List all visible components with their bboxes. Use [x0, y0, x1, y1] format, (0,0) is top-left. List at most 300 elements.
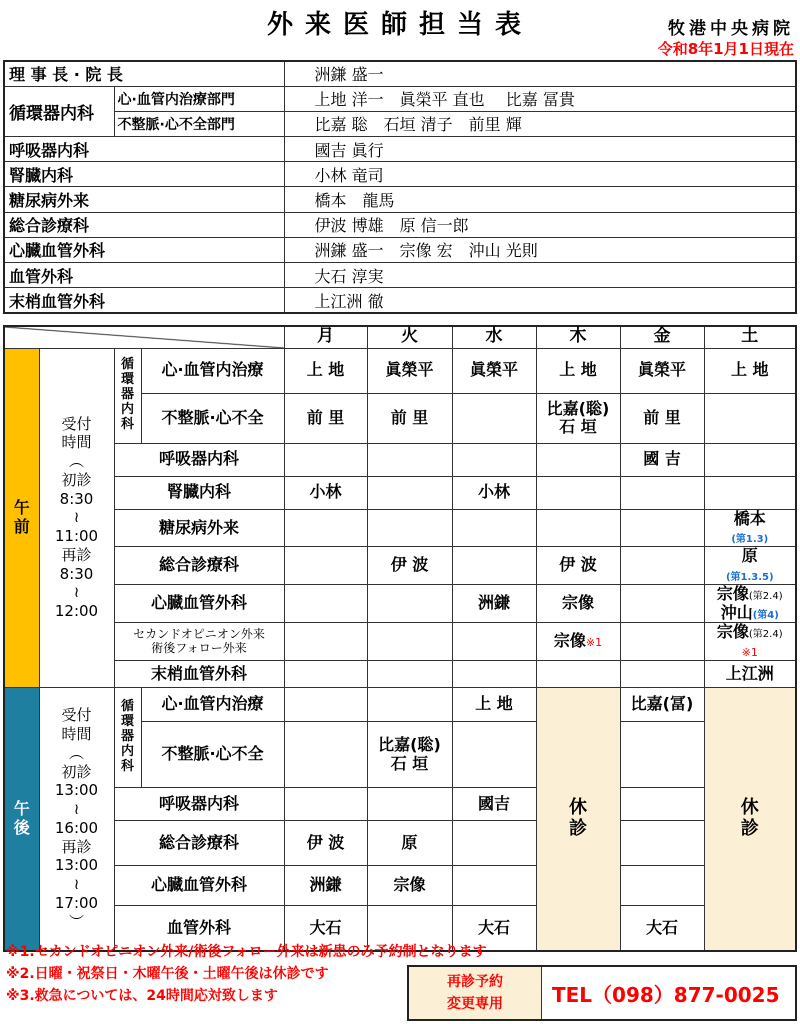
department-label: 糖尿病外来	[158, 517, 239, 537]
closed-text: 診	[569, 817, 587, 839]
doctor-name: 眞榮平	[637, 360, 686, 380]
schedule-cell	[452, 661, 536, 688]
doctor-name: 前 里	[306, 407, 345, 427]
schedule-cell	[620, 348, 704, 393]
cell-line	[705, 585, 796, 603]
schedule-row	[4, 866, 796, 906]
doctor-name: 宗像	[716, 622, 749, 642]
doctor-name: 比嘉(聡)	[546, 398, 610, 418]
schedule-cell	[367, 623, 452, 661]
day-header: 土	[704, 326, 796, 348]
department-name	[141, 348, 284, 393]
time-text: ≀	[73, 583, 80, 602]
schedule-row	[4, 348, 796, 393]
doctor-name: 原	[741, 546, 758, 566]
doctor-name: 前 里	[390, 407, 429, 427]
time-text: 13:00	[54, 856, 99, 875]
department-label: 腎臓内科	[166, 482, 231, 502]
schedule-row	[4, 509, 796, 547]
group-char: 科	[120, 416, 134, 432]
doctor-name: 國 吉	[643, 449, 681, 469]
schedule-cell	[284, 585, 367, 623]
time-text: ≀	[73, 508, 80, 527]
day-header: 月	[284, 326, 367, 348]
schedule-cell	[367, 722, 452, 788]
doctor-name: 沖山	[720, 602, 753, 622]
schedule-cell	[620, 547, 704, 585]
cell-line	[453, 795, 536, 813]
doctor-name: 上 地	[475, 694, 513, 714]
staff-dept: 総合診療科	[4, 212, 284, 237]
schedule-row	[4, 443, 796, 476]
schedule-cell	[452, 623, 536, 661]
time-text: 16:00	[54, 818, 99, 837]
cell-line	[453, 695, 536, 713]
cell-line	[705, 604, 796, 622]
doctor-name: 大石	[309, 917, 342, 937]
schedule-cell	[284, 661, 367, 688]
schedule-cell	[367, 866, 452, 906]
cell-line	[368, 736, 452, 754]
staff-names: 比嘉 聡 石垣 清子 前里 輝	[284, 111, 796, 136]
time-text: ︶	[68, 912, 84, 931]
hospital-name: 牧港中央病院	[668, 19, 794, 39]
closed-text: 休	[569, 797, 587, 819]
schedule-row	[4, 623, 796, 661]
schedule-cell	[704, 623, 796, 661]
doctor-name: 宗像	[561, 593, 594, 613]
department-name	[114, 585, 284, 623]
closed-cell	[704, 688, 796, 951]
schedule-row	[4, 585, 796, 623]
staff-names: 小林 竜司	[284, 162, 796, 187]
staff-dept: 糖尿病外来	[4, 187, 284, 212]
schedule-cell	[452, 443, 536, 476]
doctor-name: 國吉	[477, 793, 510, 813]
department-label: 不整脈·心不全	[161, 407, 264, 427]
time-text: 初診	[61, 470, 92, 489]
closed-cell	[536, 688, 620, 951]
doctor-name: 上江洲	[725, 663, 774, 683]
department-label: 呼吸器内科	[158, 793, 239, 813]
cell-line	[368, 834, 452, 852]
schedule-cell	[284, 348, 367, 393]
schedule-cell	[284, 821, 367, 866]
time-text: ︵	[68, 743, 84, 762]
schedule-row	[4, 821, 796, 866]
schedule-row	[4, 688, 796, 722]
department-name	[141, 688, 284, 722]
time-text: 受付	[61, 414, 92, 433]
doctor-name: 小林	[477, 482, 510, 502]
phone-number: TEL（098）877-0025	[552, 982, 780, 1007]
schedule-cell	[452, 866, 536, 906]
doctor-name: 石 垣	[559, 417, 597, 436]
schedule-cell	[704, 476, 796, 509]
group-char: 環	[120, 714, 134, 730]
footnote-1: ※1.セカンドオピニオン外来/術後フォロー外来は新患のみ予約制となります	[6, 944, 487, 960]
period-char: 前	[13, 516, 30, 536]
schedule-cell	[704, 585, 796, 623]
footnote-3: ※3.救急については、24時間応対致します	[6, 988, 278, 1004]
doctor-name: 洲鎌	[477, 593, 510, 613]
schedule-row	[4, 788, 796, 821]
cell-line	[621, 450, 704, 468]
am-reception-hours	[39, 348, 114, 688]
cell-line	[537, 556, 620, 574]
schedule-cell	[367, 547, 452, 585]
department-label: 心臓血管外科	[150, 593, 247, 613]
schedule-row	[4, 476, 796, 509]
schedule-cell	[452, 788, 536, 821]
department-name	[114, 866, 284, 906]
time-text: 再診	[61, 837, 92, 856]
header-row	[4, 326, 796, 348]
cell-line	[705, 665, 796, 683]
staff-dept: 腎臓内科	[4, 162, 284, 187]
doctor-name: 上 地	[730, 360, 769, 380]
doctor-name: 洲鎌	[309, 875, 342, 895]
closed-text: 休	[740, 797, 759, 819]
group-char: 器	[120, 387, 134, 403]
schedule-cell	[284, 788, 367, 821]
department-name	[114, 547, 284, 585]
schedule-cell	[452, 585, 536, 623]
cell-line	[453, 919, 536, 937]
department-name	[141, 393, 284, 443]
schedule-cell	[704, 547, 796, 585]
footnote-2: ※2.日曜・祝祭日・木曜午後・土曜午後は休診です	[6, 966, 329, 982]
period-char: 午	[13, 498, 30, 518]
doctor-name: 伊 波	[306, 832, 345, 852]
doctor-name: 宗像	[393, 875, 426, 895]
schedule-cell	[620, 585, 704, 623]
cell-line	[285, 361, 367, 379]
group-char: 環	[120, 372, 134, 388]
staff-dept: 血管外科	[4, 263, 284, 288]
day-header: 金	[620, 326, 704, 348]
cell-line	[705, 361, 796, 379]
schedule-cell	[367, 821, 452, 866]
department-name	[114, 661, 284, 688]
time-text: 8:30	[59, 489, 94, 508]
cell-line	[453, 483, 536, 501]
time-text: 11:00	[54, 527, 99, 546]
department-name	[114, 476, 284, 509]
cell-line	[368, 409, 452, 427]
period-char: 後	[13, 817, 30, 837]
staff-dept: 呼吸器内科	[4, 137, 284, 162]
department-label: 血管外科	[166, 917, 231, 937]
staff-names: 洲鎌 盛一	[284, 61, 796, 86]
page-title: 外来医師担当表	[266, 10, 533, 40]
closed-text: 診	[740, 817, 759, 839]
cell-line	[537, 418, 620, 436]
schedule-cell	[704, 443, 796, 476]
schedule-cell	[367, 585, 452, 623]
time-text: ︵	[68, 452, 84, 471]
doctor-name: 眞榮平	[469, 360, 518, 380]
schedule-cell	[284, 623, 367, 661]
effective-date: 令和8年1月1日現在	[657, 40, 794, 58]
cell-line	[705, 528, 796, 546]
schedule-cell	[367, 393, 452, 443]
schedule-cell	[620, 509, 704, 547]
schedule-note: ※1	[585, 636, 603, 650]
time-text: 8:30	[59, 564, 94, 583]
schedule-cell	[452, 348, 536, 393]
schedule-cell	[284, 688, 367, 722]
department-label: 心·血管内治療	[161, 694, 264, 714]
doctor-name: 眞榮平	[385, 360, 434, 380]
time-text: 受付	[61, 706, 92, 725]
pm-reception-hours	[39, 688, 114, 951]
schedule-cell	[620, 623, 704, 661]
cell-line	[705, 510, 796, 528]
schedule-table	[3, 325, 797, 952]
schedule-cell	[620, 688, 704, 722]
staff-row	[4, 212, 796, 237]
schedule-cell	[620, 821, 704, 866]
doctor-name: 橋本	[733, 508, 766, 528]
staff-table	[3, 60, 797, 314]
cell-line	[285, 409, 367, 427]
schedule-note: ※1	[741, 645, 758, 659]
schedule-note: (第2.4)	[748, 629, 783, 641]
schedule-cell	[620, 476, 704, 509]
group-char: 内	[120, 401, 134, 417]
schedule-cell	[452, 722, 536, 788]
schedule-cell	[620, 661, 704, 688]
schedule-cell	[536, 547, 620, 585]
doctor-name: 大石	[477, 917, 510, 937]
staff-row	[4, 111, 796, 136]
staff-names: 上地 洋一 眞榮平 直也 比嘉 冨貴	[284, 86, 796, 111]
doctor-name: 伊 波	[559, 555, 597, 575]
doctor-name: 石 垣	[390, 753, 429, 773]
contact-box	[407, 965, 797, 1021]
corner-cell	[4, 326, 284, 348]
staff-names: 橋本 龍馬	[284, 187, 796, 212]
schedule-cell	[284, 443, 367, 476]
doctor-name: 伊 波	[390, 555, 429, 575]
staff-subdept: 不整脈·心不全部門	[114, 111, 284, 136]
schedule-cell	[620, 788, 704, 821]
cell-line	[621, 361, 704, 379]
staff-dept: 末梢血管外科	[4, 288, 284, 313]
cell-line	[537, 400, 620, 418]
department-line: セカンドオピニオン外来	[133, 626, 265, 641]
department-name	[141, 722, 284, 788]
schedule-cell	[452, 509, 536, 547]
period-char: 午	[13, 799, 30, 819]
day-header: 水	[452, 326, 536, 348]
schedule-cell	[536, 585, 620, 623]
department-name	[114, 623, 284, 661]
schedule-note: (第2.4)	[748, 591, 783, 603]
doctor-name: 前 里	[643, 407, 681, 427]
schedule-cell	[284, 393, 367, 443]
schedule-cell	[704, 509, 796, 547]
staff-row	[4, 61, 796, 86]
staff-row	[4, 288, 796, 313]
schedule-cell	[367, 788, 452, 821]
cell-line	[705, 623, 796, 641]
schedule-cell	[536, 661, 620, 688]
schedule-cell	[284, 509, 367, 547]
staff-row	[4, 237, 796, 262]
schedule-cell	[620, 906, 704, 951]
schedule-cell	[536, 476, 620, 509]
day-header: 木	[536, 326, 620, 348]
schedule-cell	[284, 476, 367, 509]
schedule-cell	[367, 688, 452, 722]
time-text: 12:00	[54, 602, 99, 621]
cell-line	[368, 556, 452, 574]
cell-line	[621, 695, 704, 713]
schedule-note: (第4)	[752, 609, 779, 621]
cell-line	[705, 566, 796, 584]
schedule-cell	[536, 443, 620, 476]
cell-line	[705, 547, 796, 565]
group-char: 循	[120, 699, 134, 715]
doctor-name: 比嘉(冨)	[630, 694, 694, 714]
time-text: 再診	[61, 545, 92, 564]
schedule-cell	[367, 443, 452, 476]
department-label: 呼吸器内科	[158, 449, 239, 469]
staff-row	[4, 86, 796, 111]
schedule-row	[4, 661, 796, 688]
group-char: 器	[120, 729, 134, 745]
staff-dept: 循環器内科	[4, 86, 114, 136]
staff-row	[4, 162, 796, 187]
cell-line	[285, 483, 367, 501]
schedule-cell	[452, 547, 536, 585]
doctor-name: 宗像	[716, 584, 749, 604]
staff-names: 上江洲 徹	[284, 288, 796, 313]
schedule-cell	[704, 348, 796, 393]
schedule-cell	[536, 393, 620, 443]
schedule-cell	[452, 476, 536, 509]
pm-period-label	[4, 688, 39, 951]
schedule-note: (第1.3.5)	[725, 571, 774, 583]
department-name	[114, 788, 284, 821]
schedule-cell	[620, 866, 704, 906]
time-text: ≀	[73, 800, 80, 819]
department-label: 心·血管内治療	[161, 360, 264, 380]
doctor-name: 上 地	[306, 360, 345, 380]
cell-line	[537, 361, 620, 379]
group-char: 循	[120, 357, 134, 373]
time-text: 17:00	[54, 893, 99, 912]
schedule-cell	[620, 443, 704, 476]
schedule-cell	[452, 688, 536, 722]
doctor-name: 大石	[645, 917, 678, 937]
staff-subdept: 心·血管内治療部門	[114, 86, 284, 111]
cardiology-group-label	[114, 348, 141, 443]
doctor-name: 比嘉(聡)	[378, 735, 441, 755]
schedule-cell	[284, 722, 367, 788]
cell-line	[453, 361, 536, 379]
schedule-cell	[367, 348, 452, 393]
day-header: 火	[367, 326, 452, 348]
schedule-cell	[284, 547, 367, 585]
schedule-cell	[536, 623, 620, 661]
cell-line	[705, 642, 796, 660]
group-char: 科	[120, 758, 134, 774]
schedule-cell	[367, 509, 452, 547]
cell-line	[285, 919, 367, 937]
department-label: 不整脈·心不全	[161, 744, 264, 764]
doctor-name: 宗像	[553, 631, 586, 651]
staff-names: 洲鎌 盛一 宗像 宏 沖山 光則	[284, 237, 796, 262]
doctor-name: 上 地	[559, 360, 597, 380]
contact-label-2: 変更専用	[447, 996, 503, 1012]
department-line: 術後フォロー外来	[151, 640, 247, 655]
schedule-cell	[452, 393, 536, 443]
time-text: 時間	[61, 725, 92, 744]
department-label: 総合診療科	[158, 832, 239, 852]
department-label: 末梢血管外科	[150, 663, 247, 683]
cell-line	[285, 876, 367, 894]
time-text: 初診	[61, 762, 92, 781]
staff-row	[4, 263, 796, 288]
cell-line	[621, 409, 704, 427]
schedule-cell	[620, 393, 704, 443]
doctor-name: 小林	[309, 482, 342, 502]
staff-row	[4, 137, 796, 162]
cell-line	[537, 594, 620, 612]
department-name	[114, 821, 284, 866]
staff-dept: 心臓血管外科	[4, 237, 284, 262]
schedule-cell	[536, 348, 620, 393]
cell-line	[285, 834, 367, 852]
schedule-row	[4, 547, 796, 585]
time-text: 時間	[61, 433, 92, 452]
department-name	[114, 509, 284, 547]
cell-line	[368, 361, 452, 379]
schedule-cell	[452, 821, 536, 866]
staff-names: 伊波 博雄 原 信一郎	[284, 212, 796, 237]
cardiology-group-label	[114, 688, 141, 788]
doctor-name: 原	[401, 832, 418, 852]
schedule-cell	[704, 393, 796, 443]
schedule-cell	[536, 509, 620, 547]
am-period-label	[4, 348, 39, 688]
schedule-cell	[620, 722, 704, 788]
schedule-cell	[284, 866, 367, 906]
schedule-cell	[367, 476, 452, 509]
schedule-note: (第1.3)	[731, 533, 769, 545]
cell-line	[368, 755, 452, 773]
staff-row	[4, 187, 796, 212]
contact-label-1: 再診予約	[447, 974, 503, 990]
staff-dept: 理 事 長 · 院 長	[4, 61, 284, 86]
staff-names: 大石 淳実	[284, 263, 796, 288]
time-text: 13:00	[54, 781, 99, 800]
cell-line	[621, 919, 704, 937]
department-label: 心臓血管外科	[150, 875, 247, 895]
schedule-cell	[367, 661, 452, 688]
cell-line	[537, 632, 620, 650]
cell-line	[453, 594, 536, 612]
schedule-cell	[704, 661, 796, 688]
group-char: 内	[120, 744, 134, 760]
department-name	[114, 443, 284, 476]
staff-names: 國吉 眞行	[284, 137, 796, 162]
department-label: 総合診療科	[158, 555, 239, 575]
time-text: ≀	[73, 875, 80, 894]
